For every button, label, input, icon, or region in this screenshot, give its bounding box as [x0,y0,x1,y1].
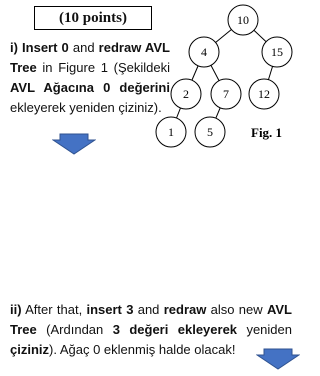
tree-node [262,37,292,67]
svg-text:2: 2 [183,87,189,101]
q2-yeniden: yeniden [246,322,292,337]
q2-roman: ii) [10,302,22,317]
svg-text:1: 1 [168,125,174,139]
down-arrow-icon [256,348,300,370]
avl-tree-figure [0,0,302,160]
q2-after-that: After that, [25,302,83,317]
tree-node [156,117,186,147]
q1-insert: Insert [22,40,58,55]
q2-ciziniz: çiziniz [10,342,50,357]
q1-instruction-tr: ekleyerek yeniden çiziniz). [10,100,162,115]
q2-insert: insert [86,302,122,317]
q2-note: ). Ağaç 0 eklenmiş halde olacak! [49,342,236,357]
q1-figure-ref: in Figure 1 (Şekildeki [42,60,170,75]
tree-node [189,37,219,67]
tree-node [195,117,225,147]
q1-avl-tr: AVL Ağacına [10,80,94,95]
q1-and: and [72,40,95,55]
q2-redraw: redraw [163,302,207,317]
figure-label: Fig. 1 [251,125,283,140]
svg-text:10: 10 [237,13,249,27]
down-arrow-icon [52,133,96,155]
tree-node [211,79,241,109]
q2-and: and [137,302,160,317]
svg-text:4: 4 [201,45,207,59]
q2-value: 3 [126,302,134,317]
q1-value: 0 [61,40,69,55]
svg-text:15: 15 [271,45,283,59]
q2-also-new: also new [210,302,263,317]
q1-value-tr: 0 [103,80,111,95]
q1-degerini: değerini [119,80,170,95]
svg-text:5: 5 [207,125,213,139]
tree-node [228,5,258,35]
points-box: (10 points) [34,6,152,30]
q2-ardindan: (Ardından [46,322,104,337]
q2-value-tr: 3 değeri ekleyerek [112,322,238,337]
svg-text:7: 7 [223,87,229,101]
q1-redraw: redraw AVL Tree [10,40,170,75]
tree-edges [171,20,277,132]
svg-text:12: 12 [258,87,270,101]
tree-node [171,79,201,109]
tree-node [249,79,279,109]
question-2-text [10,300,292,360]
q1-roman: i) [10,40,18,55]
q2-avl-tree: AVL Tree [10,302,292,337]
